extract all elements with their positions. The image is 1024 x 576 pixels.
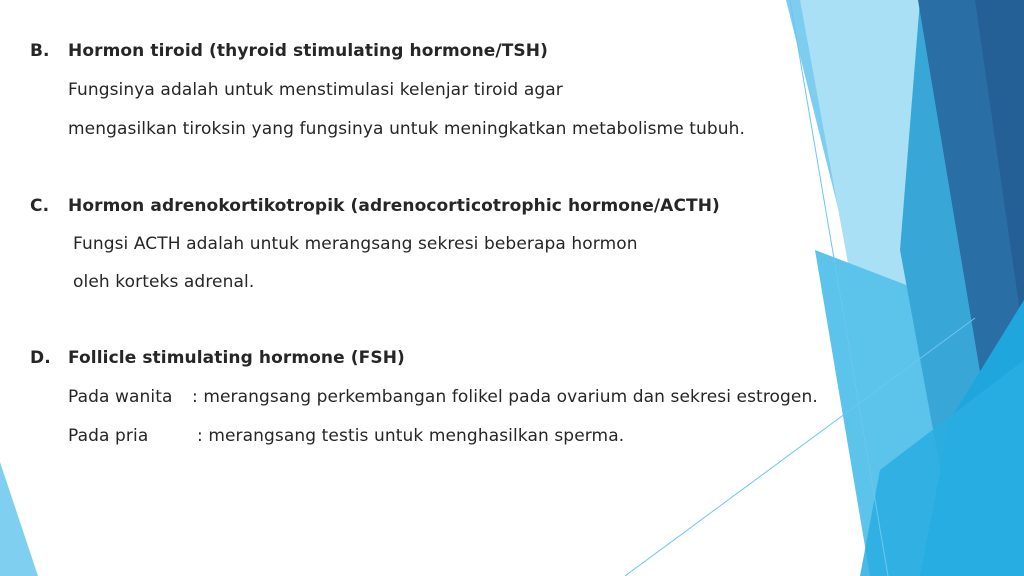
section-b-letter: B. bbox=[30, 41, 50, 61]
section-b-heading: Hormon tiroid (thyroid stimulating hormone/TSH) bbox=[68, 41, 548, 61]
section-d-row-text-pria: : merangsang testis untuk menghasilkan sperma. bbox=[197, 426, 625, 446]
section-d-letter: D. bbox=[30, 348, 51, 368]
section-c-line-1: Fungsi ACTH adalah untuk merangsang sekresi beberapa hormon bbox=[73, 234, 638, 254]
section-c-heading: Hormon adrenokortikotropik (adrenocorticotrophic hormone/ACTH) bbox=[68, 196, 720, 216]
section-d-row-label-pria: Pada pria bbox=[68, 426, 149, 446]
section-b-line-2: mengasilkan tiroksin yang fungsinya untuk meningkatkan metabolisme tubuh. bbox=[68, 119, 746, 139]
section-d-row-label-wanita: Pada wanita bbox=[68, 387, 173, 407]
section-c-line-2: oleh korteks adrenal. bbox=[73, 272, 255, 292]
section-c-letter: C. bbox=[30, 196, 50, 216]
section-d-row-text-wanita: : merangsang perkembangan folikel pada ovarium dan sekresi estrogen. bbox=[192, 387, 818, 407]
section-d-heading: Follicle stimulating hormone (FSH) bbox=[68, 348, 405, 368]
section-b-line-1: Fungsinya adalah untuk menstimulasi kelenjar tiroid agar bbox=[68, 80, 563, 100]
